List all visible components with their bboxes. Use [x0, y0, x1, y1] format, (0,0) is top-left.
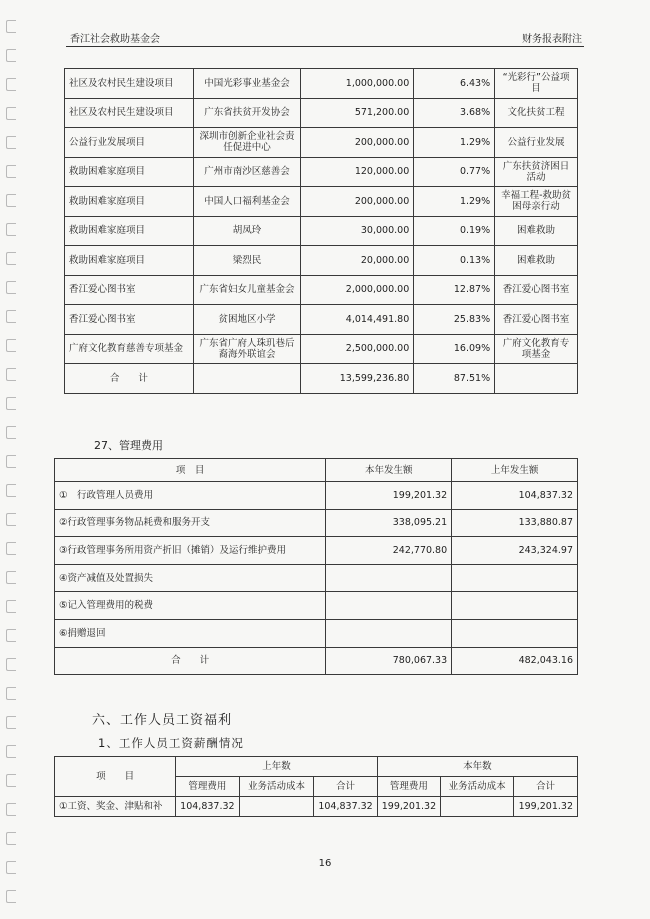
- salary-sub-header: 业务活动成本: [441, 777, 514, 797]
- donation-recipient: 广东省妇女儿童基金会: [193, 275, 301, 305]
- donation-amount: 4,014,491.80: [301, 305, 414, 335]
- section-6-title: 六、工作人员工资福利: [92, 713, 233, 728]
- binding-holes: [6, 20, 20, 919]
- donation-percentage: 0.13%: [414, 246, 495, 276]
- admin-expense-previous: 133,880.87: [452, 509, 578, 537]
- admin-expense-row: [55, 482, 578, 510]
- salary-table-body: [55, 797, 578, 817]
- salary-header-item: 项 目: [55, 757, 176, 797]
- donation-amount: 571,200.00: [301, 98, 414, 128]
- salary-item: ①工资、奖金、津贴和补: [55, 797, 176, 817]
- donation-percentage: 0.77%: [414, 157, 495, 187]
- donation-project: 困难救助: [495, 216, 578, 246]
- donation-project: 香江爱心图书室: [495, 275, 578, 305]
- donation-percentage: 25.83%: [414, 305, 495, 335]
- donation-row: [65, 157, 578, 187]
- admin-expense-table: [54, 458, 578, 675]
- donation-row: [65, 275, 578, 305]
- header-org-name: 香江社会救助基金会: [70, 34, 160, 45]
- donation-amount: 30,000.00: [301, 216, 414, 246]
- donation-amount: 120,000.00: [301, 157, 414, 187]
- donation-row: [65, 216, 578, 246]
- admin-expense-previous: [452, 619, 578, 647]
- donation-percentage: 1.29%: [414, 128, 495, 158]
- salary-row: [55, 797, 578, 817]
- donation-percentage: 16.09%: [414, 334, 495, 364]
- admin-expense-item: ① 行政管理人员费用: [55, 482, 326, 510]
- donation-amount: 2,000,000.00: [301, 275, 414, 305]
- admin-expense-previous: [452, 564, 578, 592]
- donation-recipient: 广东省广府人珠玑巷后裔海外联谊会: [193, 334, 301, 364]
- salary-value: 199,201.32: [514, 797, 578, 817]
- admin-expense-row: [55, 619, 578, 647]
- admin-expense-item: ⑤记入管理费用的税费: [55, 592, 326, 620]
- admin-total-current: 780,067.33: [326, 647, 452, 675]
- donation-recipient: 广州市南沙区慈善会: [193, 157, 301, 187]
- donation-item: 社区及农村民生建设项目: [65, 98, 194, 128]
- admin-expense-body: [55, 482, 578, 648]
- admin-expense-current: 199,201.32: [326, 482, 452, 510]
- admin-section-title: 27、管理费用: [94, 439, 163, 452]
- donation-row: [65, 128, 578, 158]
- donation-amount: 2,500,000.00: [301, 334, 414, 364]
- donation-project: “光彩行”公益项目: [495, 69, 578, 99]
- donation-row: [65, 69, 578, 99]
- donation-item: 公益行业发展项目: [65, 128, 194, 158]
- donation-amount: 200,000.00: [301, 187, 414, 217]
- donation-table-body: [65, 69, 578, 364]
- header-doc-title: 财务报表附注: [522, 34, 582, 45]
- donation-item: 救助困难家庭项目: [65, 157, 194, 187]
- salary-header-curr-year: 本年数: [377, 757, 577, 777]
- donation-percentage: 6.43%: [414, 69, 495, 99]
- donation-total-empty-2: [495, 364, 578, 394]
- salary-value: [239, 797, 314, 817]
- salary-sub-header: 合计: [514, 777, 578, 797]
- donation-amount: 20,000.00: [301, 246, 414, 276]
- salary-sub-header: 业务活动成本: [239, 777, 314, 797]
- admin-expense-row: [55, 537, 578, 565]
- donation-percentage: 0.19%: [414, 216, 495, 246]
- donation-project: 公益行业发展: [495, 128, 578, 158]
- donation-item: 救助困难家庭项目: [65, 216, 194, 246]
- admin-expense-row: [55, 564, 578, 592]
- donation-percentage: 3.68%: [414, 98, 495, 128]
- section-6-subtitle: 1、工作人员工资薪酬情况: [98, 736, 244, 750]
- admin-expense-item: ④资产减值及处置损失: [55, 564, 326, 592]
- donation-project: 香江爱心图书室: [495, 305, 578, 335]
- page-number: 16: [318, 858, 332, 869]
- salary-value: 104,837.32: [314, 797, 377, 817]
- donation-recipient: 中国人口福利基金会: [193, 187, 301, 217]
- admin-expense-item: ⑥捐赠退回: [55, 619, 326, 647]
- donation-project: 文化扶贫工程: [495, 98, 578, 128]
- donation-item: 救助困难家庭项目: [65, 187, 194, 217]
- donation-recipient: 贫困地区小学: [193, 305, 301, 335]
- salary-header-prev-year: 上年数: [176, 757, 378, 777]
- admin-expense-item: ②行政管理事务物品耗费和服务开支: [55, 509, 326, 537]
- donation-table: [64, 68, 578, 394]
- admin-expense-current: [326, 619, 452, 647]
- salary-sub-header: 管理费用: [377, 777, 440, 797]
- admin-header-current: 本年发生额: [326, 459, 452, 482]
- admin-expense-row: [55, 509, 578, 537]
- donation-percentage: 1.29%: [414, 187, 495, 217]
- admin-total-previous: 482,043.16: [452, 647, 578, 675]
- admin-expense-current: [326, 592, 452, 620]
- admin-header-row: [55, 459, 578, 482]
- donation-total-row: [65, 364, 578, 394]
- donation-recipient: 深圳市创新企业社会责任促进中心: [193, 128, 301, 158]
- admin-expense-current: [326, 564, 452, 592]
- admin-header-previous: 上年发生额: [452, 459, 578, 482]
- donation-project: 广东扶贫济困日活动: [495, 157, 578, 187]
- donation-recipient: 广东省扶贫开发协会: [193, 98, 301, 128]
- donation-item: 香江爱心图书室: [65, 305, 194, 335]
- donation-project: 广府文化教育专项基金: [495, 334, 578, 364]
- admin-header-item: 项 目: [55, 459, 326, 482]
- salary-sub-header: 管理费用: [176, 777, 239, 797]
- donation-row: [65, 187, 578, 217]
- admin-expense-current: 338,095.21: [326, 509, 452, 537]
- donation-total-amount: 13,599,236.80: [301, 364, 414, 394]
- donation-total-pct: 87.51%: [414, 364, 495, 394]
- donation-recipient: 梁烈民: [193, 246, 301, 276]
- donation-project: 幸福工程-救助贫困母亲行动: [495, 187, 578, 217]
- admin-expense-previous: 243,324.97: [452, 537, 578, 565]
- donation-amount: 1,000,000.00: [301, 69, 414, 99]
- admin-expense-row: [55, 592, 578, 620]
- salary-header-row-1: [55, 757, 578, 777]
- admin-expense-item: ③行政管理事务所用资产折旧（摊销）及运行维护费用: [55, 537, 326, 565]
- donation-total-empty: [193, 364, 301, 394]
- donation-recipient: 胡凤玲: [193, 216, 301, 246]
- donation-percentage: 12.87%: [414, 275, 495, 305]
- donation-project: 困难救助: [495, 246, 578, 276]
- salary-table: [54, 756, 578, 817]
- donation-item: 社区及农村民生建设项目: [65, 69, 194, 99]
- donation-recipient: 中国光彩事业基金会: [193, 69, 301, 99]
- salary-sub-header: 合计: [314, 777, 377, 797]
- admin-total-label: 合 计: [55, 647, 326, 675]
- donation-row: [65, 334, 578, 364]
- salary-value: 104,837.32: [176, 797, 239, 817]
- admin-total-row: [55, 647, 578, 675]
- donation-total-label: 合 计: [65, 364, 194, 394]
- donation-row: [65, 246, 578, 276]
- admin-expense-previous: [452, 592, 578, 620]
- salary-value: [441, 797, 514, 817]
- admin-expense-previous: 104,837.32: [452, 482, 578, 510]
- donation-item: 香江爱心图书室: [65, 275, 194, 305]
- donation-amount: 200,000.00: [301, 128, 414, 158]
- salary-value: 199,201.32: [377, 797, 440, 817]
- header-rule: [66, 46, 584, 47]
- donation-row: [65, 305, 578, 335]
- donation-item: 救助困难家庭项目: [65, 246, 194, 276]
- donation-row: [65, 98, 578, 128]
- donation-item: 广府文化教育慈善专项基金: [65, 334, 194, 364]
- admin-expense-current: 242,770.80: [326, 537, 452, 565]
